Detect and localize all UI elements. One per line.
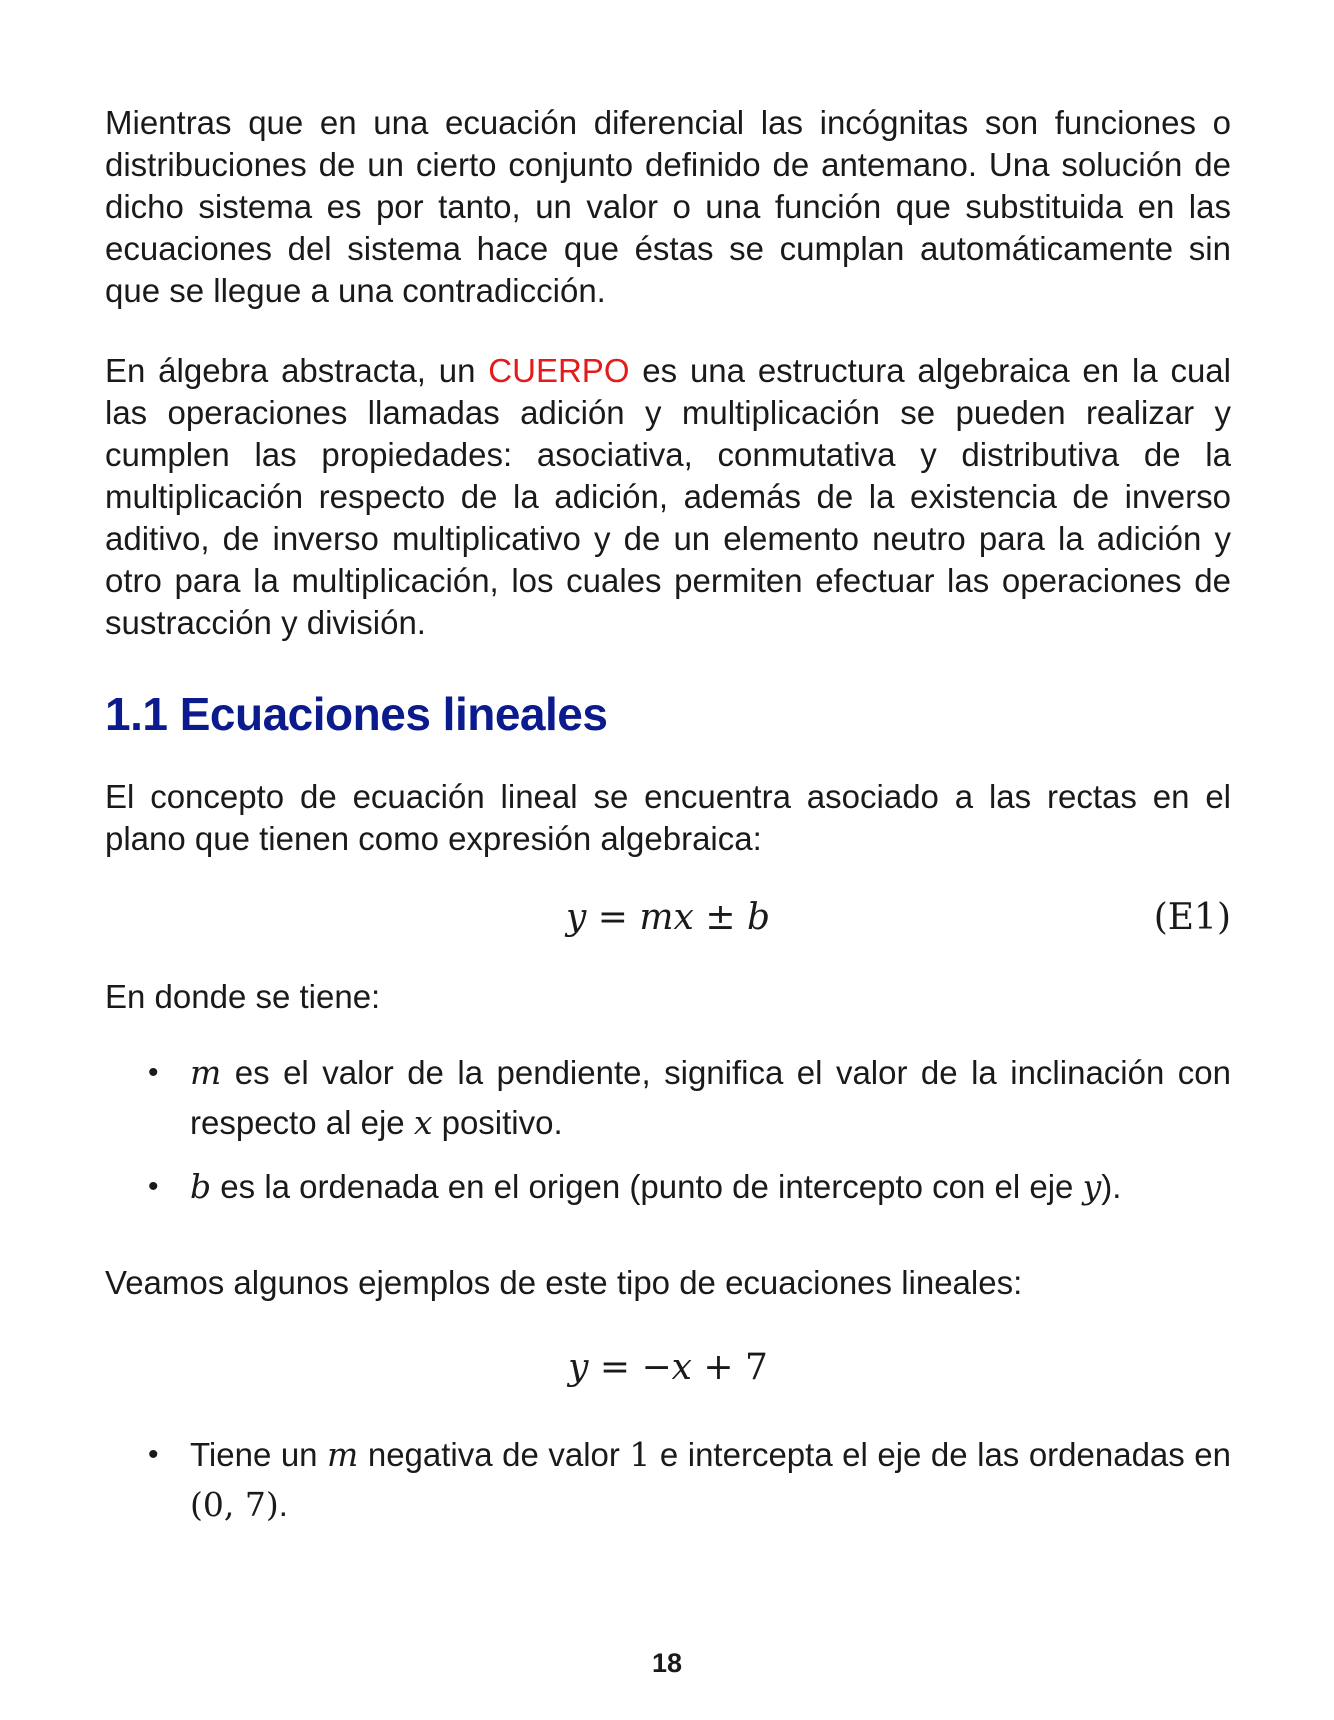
list-text: positivo.	[432, 1104, 563, 1141]
list-text: Tiene un	[190, 1436, 328, 1473]
eq2-plus: +	[691, 1347, 746, 1388]
field-text-after: es una estructura algebraica en la cual las operaciones llamadas adición y multiplicación se pueden realizar y cumplen las propiedades: asociativa, conmutativa y distributiva de la multiplicación respecto de la adición, además de la existencia de inverso aditivo, de inverso multiplicativo y de un elemento neutro para la adición y otro para la multiplicación, los cuales permiten efectuar las operaciones de sustracción y división.	[105, 352, 1231, 641]
definition-list	[105, 1048, 1231, 1212]
list-text: ).	[1101, 1168, 1122, 1205]
field-term-cuerpo: CUERPO	[488, 352, 630, 389]
equation-e1	[105, 890, 1231, 946]
paragraph-differential-equations: Mientras que en una ecuación diferencial las incógnitas son funciones o distribuciones de un cierto conjunto definido de antemano. Una solución de dicho sistema es por tanto, un valor o una función que substituida en las ecuaciones del sistema hace que éstas se cumplan automáticamente sin que se llegue a una contradicción.	[105, 104, 1231, 309]
equation-e1-tag: (E1)	[1153, 897, 1231, 938]
bullet-icon: •	[148, 1056, 159, 1089]
list-text: es el valor de la pendiente, significa el valor de la inclinación con respecto al eje	[190, 1054, 1231, 1141]
section-heading: 1.1 Ecuaciones lineales	[105, 688, 608, 740]
paragraph-field-definition	[105, 350, 1231, 644]
eq2-y: y	[568, 1347, 589, 1388]
list-text: .	[278, 1486, 288, 1523]
bullet-icon: •	[148, 1170, 159, 1203]
example-list	[105, 1430, 1231, 1530]
equation-e1-expression	[105, 890, 1231, 946]
list-point: (0, 7)	[190, 1485, 279, 1524]
field-text-before: En álgebra abstracta, un	[105, 352, 489, 389]
list-num-one: 1	[629, 1435, 651, 1474]
list-item	[105, 1162, 1231, 1212]
bullet-icon: •	[148, 1438, 159, 1471]
equation-example-expression	[105, 1340, 1231, 1396]
eq2-equals-minus: = −	[588, 1347, 672, 1388]
list-text: e intercepta el eje de las ordenadas en	[650, 1436, 1231, 1473]
paragraph-where: En donde se tiene:	[105, 978, 381, 1015]
paragraph-linear-concept: El concepto de ecuación lineal se encuentra asociado a las rectas en el plano que tienen como expresión algebraica:	[105, 778, 1231, 857]
list-text: negativa de valor	[358, 1436, 630, 1473]
list-var-b: b	[190, 1167, 212, 1206]
eq2-seven: 7	[745, 1347, 768, 1388]
list-var-m: m	[190, 1053, 222, 1092]
eq1-y: y	[566, 897, 587, 938]
eq1-plus-minus: ±	[693, 897, 747, 938]
list-var-y: y	[1082, 1167, 1102, 1206]
eq1-equals: =	[586, 897, 640, 938]
page-number: 18	[651, 1648, 683, 1678]
list-var-x: x	[413, 1103, 433, 1142]
page-content	[105, 102, 1231, 1544]
eq1-mx: mx	[639, 897, 694, 938]
paragraph-examples: Veamos algunos ejemplos de este tipo de ecuaciones lineales:	[105, 1264, 1023, 1301]
list-var-m: m	[327, 1435, 359, 1474]
list-text: es la ordenada en el origen (punto de intercepto con el eje	[211, 1168, 1083, 1205]
equation-example	[105, 1340, 1231, 1396]
eq2-x: x	[671, 1347, 692, 1388]
list-item	[105, 1430, 1231, 1530]
list-item	[105, 1048, 1231, 1148]
eq1-b: b	[746, 897, 770, 938]
